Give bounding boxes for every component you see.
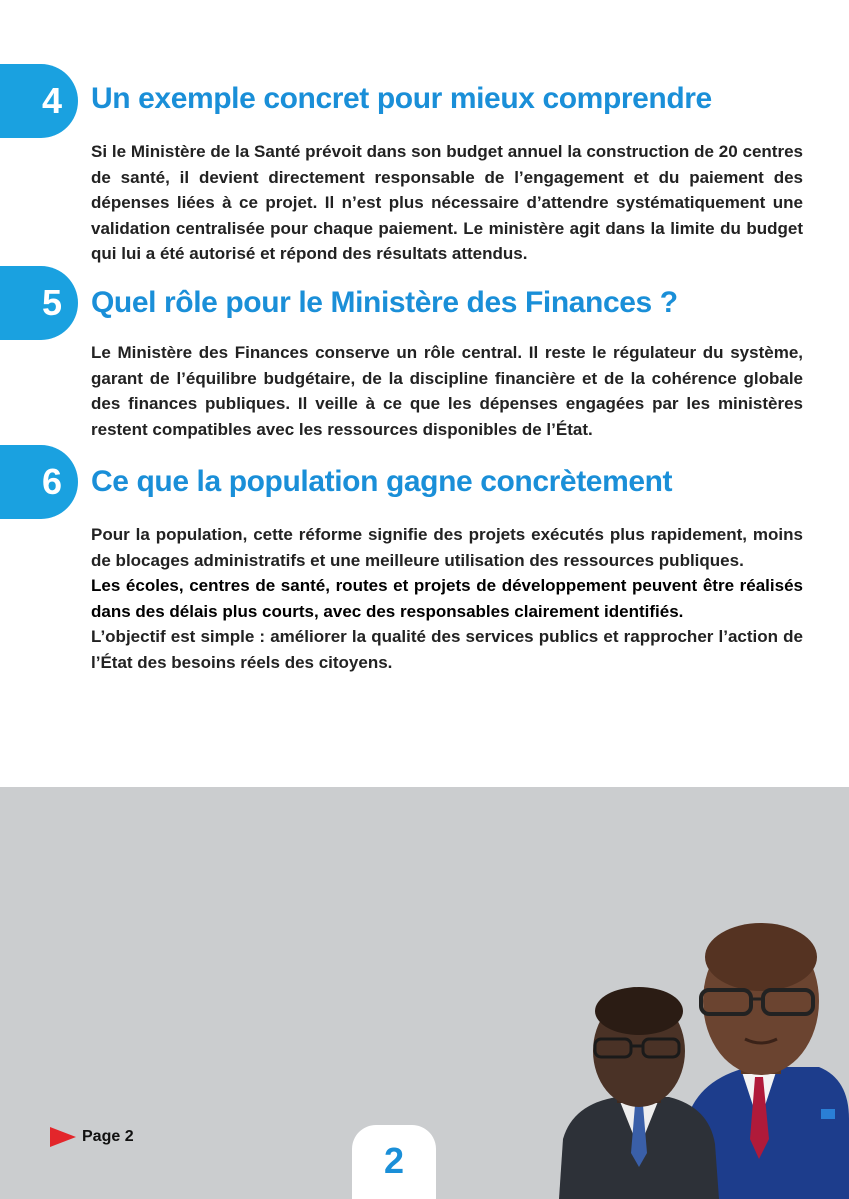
section-number-badge: 5 [0, 266, 78, 340]
section-number-badge: 4 [0, 64, 78, 138]
section-paragraph-highlight: Les écoles, centres de santé, routes et projets de développement peuvent être réalisés dans des délais plus courts, avec des responsables clairement identifiés. [91, 576, 803, 621]
officials-portrait-photo [559, 899, 849, 1199]
section-paragraph-intro: Pour la population, cette réforme signifie des projets exécutés plus rapidement, moins de blocages administratifs et une meilleure utilisation des ressources publiques. [91, 525, 803, 570]
section-title: Un exemple concret pour mieux comprendre [91, 82, 712, 115]
section-title: Ce que la population gagne concrètement [91, 465, 673, 498]
page-label-text: Page 2 [82, 1128, 134, 1145]
section-body [91, 139, 803, 267]
section-body [91, 340, 803, 442]
section-paragraph: Si le Ministère de la Santé prévoit dans son budget annuel la construction de 20 centres de santé, il devient directement responsable de l’engagement et du paiement des dépenses liées à ce projet. Il n’est plus nécessaire d’attendre systématiquement une validation centralisée pour chaque paiement. Le ministère agit dans la limite du budget qui lui a été autorisé et répond des résultats attendus. [91, 142, 803, 263]
section-paragraph: Le Ministère des Finances conserve un rôle central. Il reste le régulateur du système, garant de l’équilibre budgétaire, de la discipline financière et de la cohérence globale des finances publiques. Il veille à ce que les dépenses engagées par les ministères restent compatibles avec les ressources disponibles de l’État. [91, 343, 803, 439]
page-label [50, 1127, 134, 1147]
section-title: Quel rôle pour le Ministère des Finances ? [91, 286, 678, 319]
arrow-right-icon [50, 1127, 76, 1147]
section-body [91, 522, 803, 675]
page-number-badge: 2 [352, 1125, 436, 1199]
footer-band [0, 787, 849, 1199]
section-number-badge: 6 [0, 445, 78, 519]
section-paragraph-outro: L’objectif est simple : améliorer la qualité des services publics et rapprocher l’action de l’État des besoins réels des citoyens. [91, 627, 803, 672]
person-left-figure [559, 987, 719, 1199]
